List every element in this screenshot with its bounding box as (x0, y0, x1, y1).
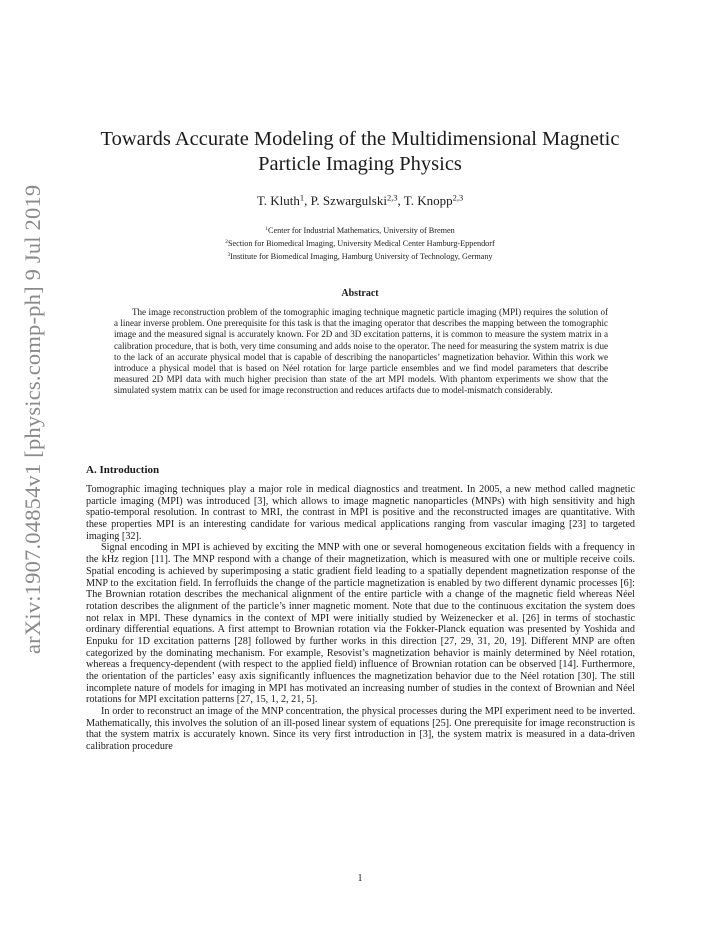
affiliation-list (90, 224, 630, 263)
abstract-heading: Abstract (341, 288, 379, 299)
paragraph-2: Signal encoding in MPI is achieved by exciting the MNP with one or several homogeneous excitation fields with a frequency in the kHz region [11]. The MNP respond with a change of their magnetization, which is measured with one or multiple receive coils. Spatial encoding is achieved by superimposing a static gradient field leading to a spatially dependent magnetization response of the MNP to the excitation field. In ferrofluids the change of the particle magnetization is enabled by two different dynamic processes [6]: The Brownian rotation describes the mechanical alignment of the entire particle with a change of the magnetic field whereas Néel rotation describes the alignment of the particle’s inner magnetic moment. Note that due to the continuous excitation the system does not relax in MPI. These dynamics in the context of MPI were initially studied by Weizenecker et al. [26] in terms of stochastic ordinary differential equations. A first attempt to Brownian rotation via the Fokker-Planck equation was presented by Yoshida and Enpuku for 1D excitation patterns [28] followed by further works in this direction [27, 29, 31, 20, 19]. Different MNP are often categorized by the dominating mechanism. For example, Resovist’s magnetization behavior is mainly determined by Néel rotation, whereas a frequency-dependent (with respect to the applied field) influence of Brownian rotation can be observed [14]. Furthermore, the orientation of the particles’ easy axis significantly influences the magnetization behavior due to the Néel rotation [30]. The still incomplete nature of models for imaging in MPI has motivated an increasing number of studies in the context of Brownian and Néel rotations for MPI excitation patterns [27, 15, 1, 2, 21, 5]. (86, 542, 635, 706)
affiliation-3: $^3$Institute for Biomedical Imaging, Hamburg University of Technology, Germany (227, 252, 493, 261)
author-2: P. Szwargulski$^{2,3}$, (310, 192, 404, 208)
body-text (86, 484, 635, 753)
section-heading: A. Introduction (86, 464, 160, 476)
paragraph-1: Tomographic imaging techniques play a major role in medical diagnostics and treatment. In 2005, a new method called magnetic particle imaging (MPI) was introduced [3], which allows to image magnetic nanoparticles (MNPs) with high sensitivity and high spatio-temporal resolution. In contrast to MRI, the contrast in MPI is positive and the reconstructed images are quantitative. With these properties MPI is an interesting candidate for various medical applications ranging from vascular imaging [23] to targeted imaging [32]. (86, 484, 635, 542)
author-1: T. Kluth$^1$, (256, 192, 311, 208)
author-list (90, 193, 630, 209)
abstract-text: The image reconstruction problem of the tomographic imaging technique magnetic particle imaging (MPI) requires the solution of a linear inverse problem. One prerequisite for this task is that the imaging operator that describes the mapping between the tomographic image and the measured signal is accurately known. For 2D and 3D excitation patterns, it is common to measure the system matrix in a calibration procedure, that is both, very time consuming and adds noise to the operator. The need for measuring the system matrix is due to the lack of an accurate physical model that is capable of describing the nanoparticles’ magnetization behavior. Within this work we introduce a physical model that is based on Néel rotation for large particle ensembles and we find model parameters that describe measured 2D MPI data with much higher precision than state of the art MPI models. With phantom experiments we show that the simulated system matrix can be used for image reconstruction and reduces artifacts due to model-mismatch considerably. (114, 307, 608, 396)
author-3: T. Knopp$^{2,3}$ (403, 192, 464, 208)
paragraph-3: In order to reconstruct an image of the MNP concentration, the physical processes during the MPI experiment need to be inverted. Mathematically, this involves the solution of an ill-posed linear system of equations [25]. One prerequisite for image reconstruction is that the system matrix is accurately known. Since its very first introduction in [3], the system matrix is measured in a data-driven calibration procedure (86, 706, 635, 753)
paper-title: Towards Accurate Modeling of the Multidimensional Magnetic Particle Imaging Physics (100, 128, 620, 175)
affiliation-1: $^1$Center for Industrial Mathematics, University of Bremen (265, 226, 455, 235)
arxiv-identifier: arXiv:1907.04854v1 [physics.comp-ph] 9 Jul 2019 (20, 184, 45, 654)
page-number: 1 (357, 873, 363, 884)
affiliation-2: $^2$Section for Biomedical Imaging, University Medical Center Hamburg-Eppendorf (225, 239, 495, 248)
